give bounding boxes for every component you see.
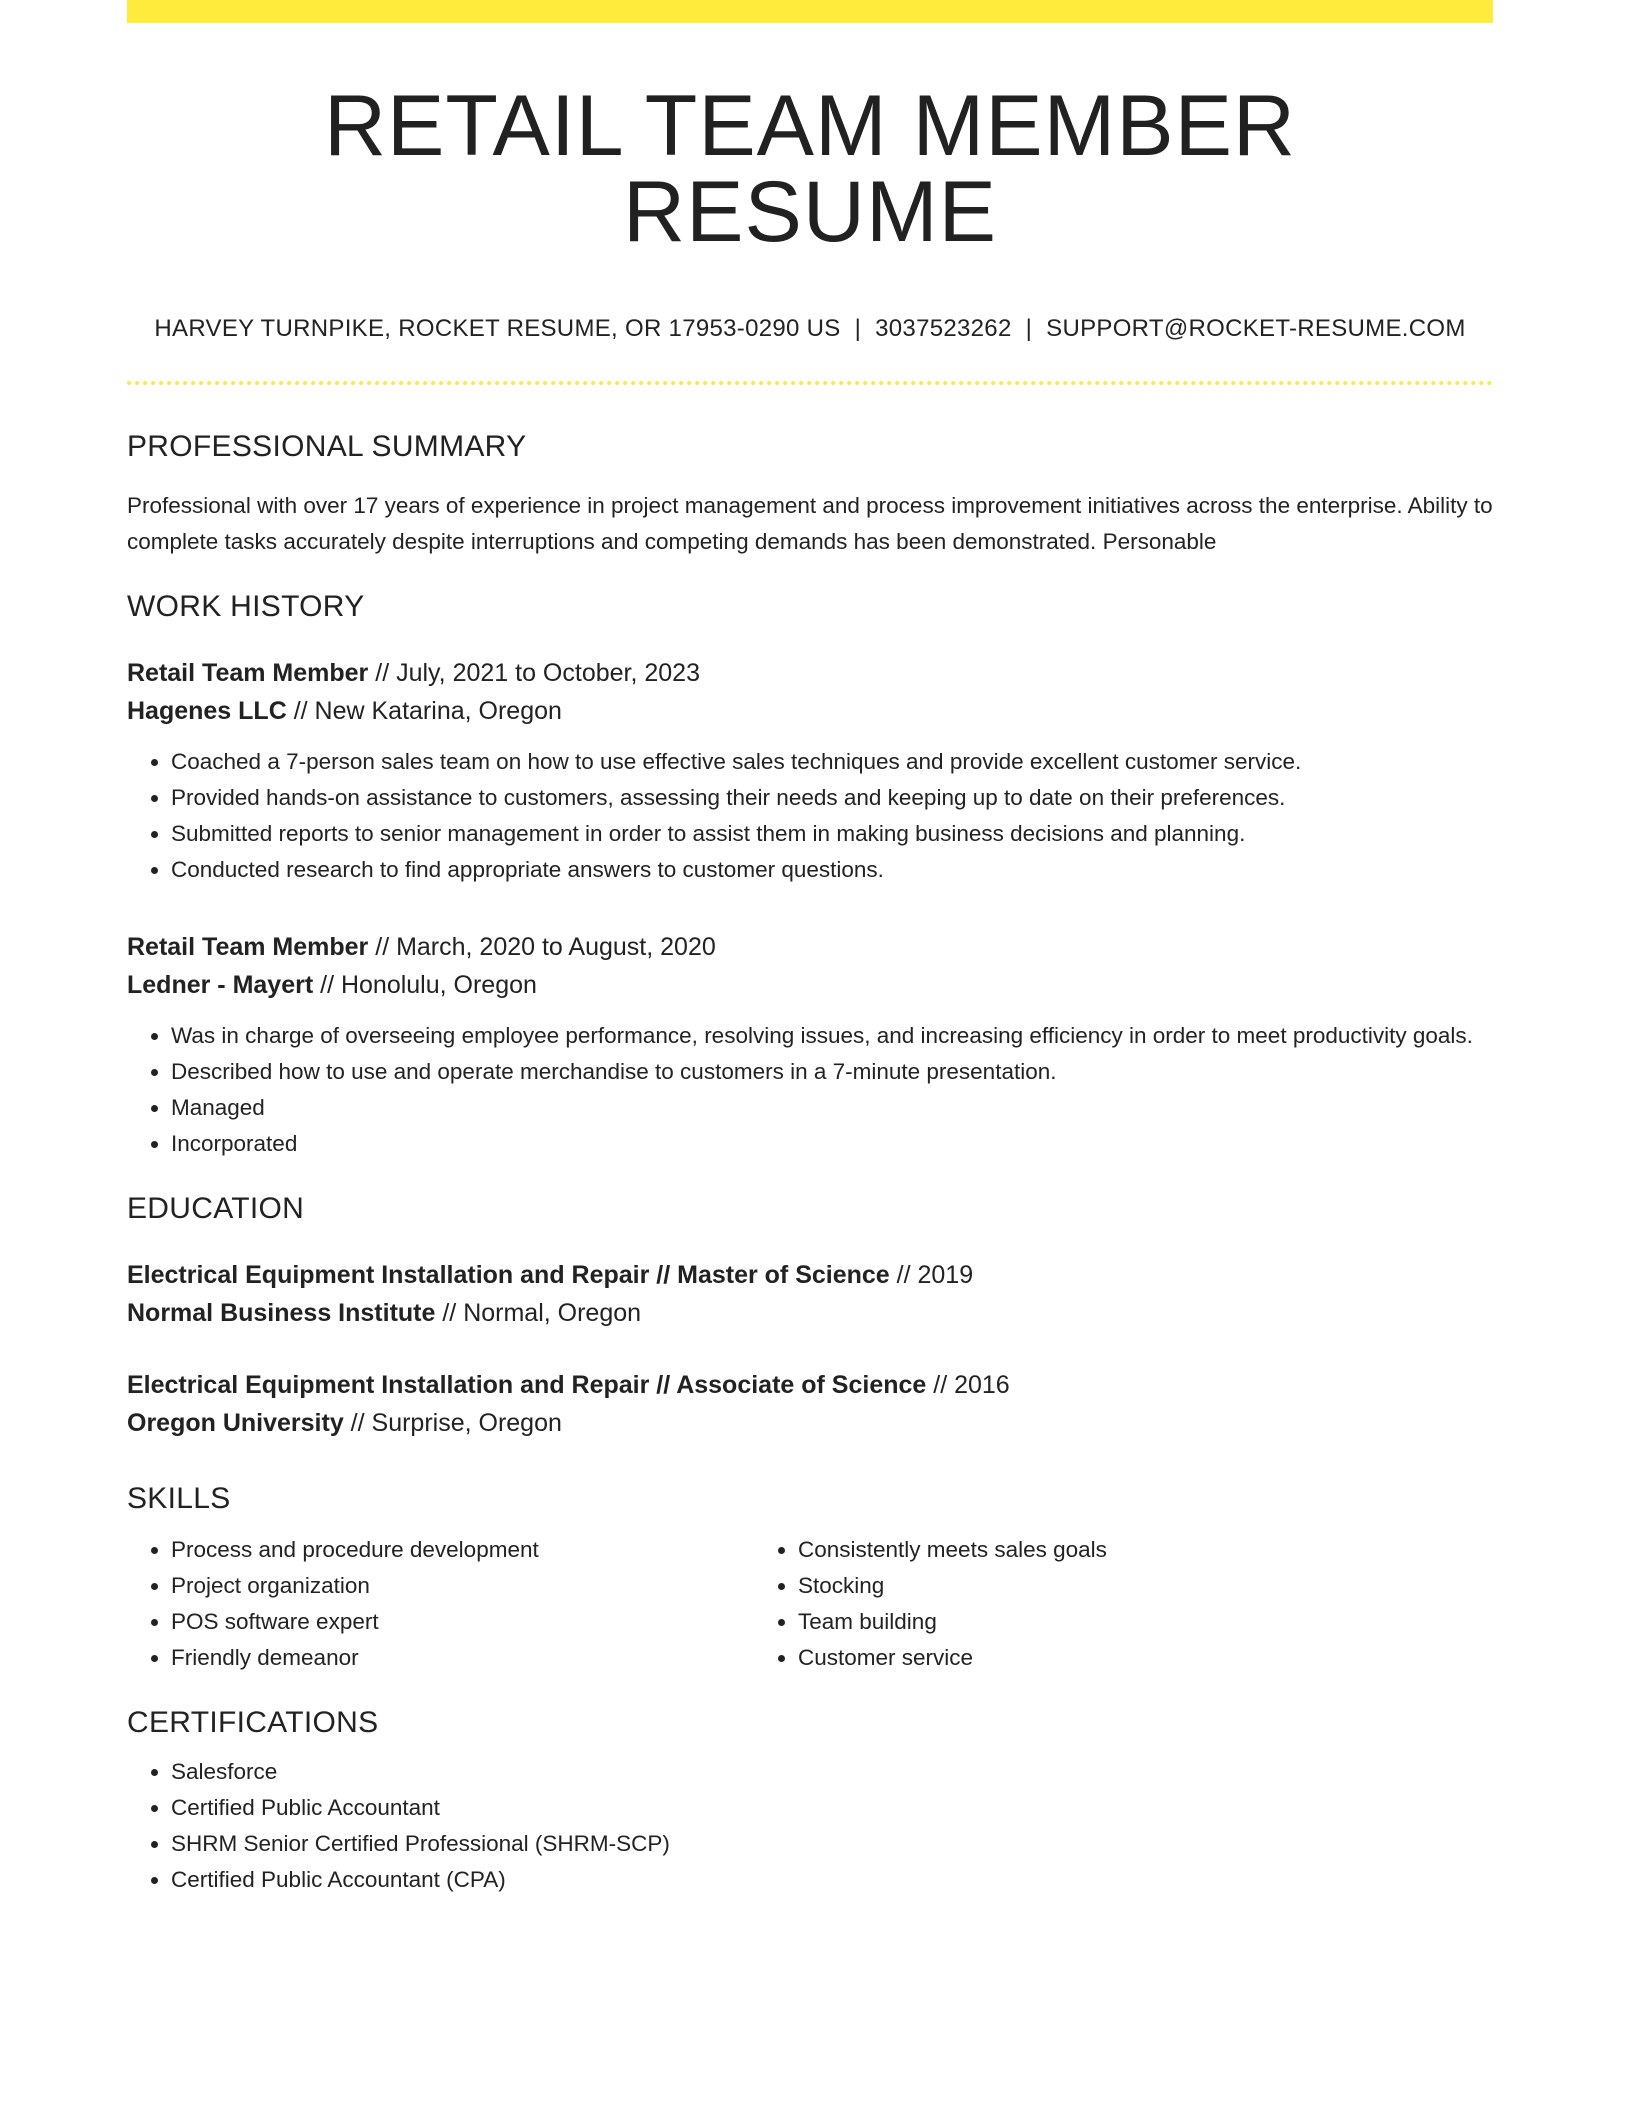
education-school: Normal Business Institute — [127, 1299, 436, 1327]
education-degree: Electrical Equipment Installation and Repair // Master of Science — [127, 1261, 890, 1289]
section-heading-skills: SKILLS — [127, 1482, 231, 1515]
skill-item: • Team building — [798, 1604, 1381, 1640]
contact-separator: | — [854, 315, 862, 342]
skills-list-left — [127, 1532, 754, 1676]
contact-separator: | — [1025, 315, 1033, 342]
job-dates: // March, 2020 to August, 2020 — [368, 933, 716, 961]
education-school-line — [127, 1404, 1493, 1442]
education-year: // 2016 — [926, 1371, 1010, 1399]
job-company: Hagenes LLC — [127, 697, 287, 725]
job-bullet: • Described how to use and operate merchandise to customers in a 7-minute presentation. — [171, 1054, 1493, 1090]
job-title: Retail Team Member — [127, 933, 369, 961]
job-bullet: • Was in charge of overseeing employee performance, resolving issues, and increasing efficiency in order to meet productivity goals. — [171, 1018, 1493, 1054]
skill-item: • Project organization — [171, 1568, 754, 1604]
job-title-line — [127, 928, 1493, 966]
job-title: Retail Team Member — [127, 659, 369, 687]
job-entry — [127, 654, 1493, 888]
skill-item: • Consistently meets sales goals — [798, 1532, 1381, 1568]
resume-title: RETAIL TEAM MEMBER RESUME — [323, 78, 1297, 260]
job-bullet: • Incorporated — [171, 1126, 1493, 1162]
section-heading-education: EDUCATION — [127, 1192, 305, 1225]
section-heading-work-history: WORK HISTORY — [127, 590, 365, 623]
job-dates: // July, 2021 to October, 2023 — [368, 659, 700, 687]
contact-line — [127, 315, 1493, 343]
certification-item: • Certified Public Accountant — [171, 1790, 1493, 1826]
education-year: // 2019 — [889, 1261, 974, 1289]
education-entry — [127, 1256, 1493, 1332]
skills-list-right — [754, 1532, 1381, 1676]
skill-item: • Process and procedure development — [171, 1532, 754, 1568]
job-bullets — [127, 1018, 1493, 1162]
education-degree: Electrical Equipment Installation and Repair // Associate of Science — [127, 1371, 927, 1399]
contact-phone: 3037523262 — [875, 315, 1012, 342]
dotted-divider — [127, 381, 1493, 385]
job-company-line — [127, 692, 1493, 730]
job-bullet: • Conducted research to find appropriate answers to customer questions. — [171, 852, 1493, 888]
skill-item: • Stocking — [798, 1568, 1381, 1604]
education-school-line — [127, 1294, 1493, 1332]
job-location: // New Katarina, Oregon — [286, 697, 562, 725]
education-degree-line — [127, 1256, 1493, 1294]
skill-item: • Customer service — [798, 1640, 1381, 1676]
certifications-list — [127, 1754, 1493, 1898]
education-location: // Surprise, Oregon — [343, 1409, 562, 1437]
education-degree-line — [127, 1366, 1493, 1404]
education-school: Oregon University — [127, 1409, 344, 1437]
top-accent-bar — [127, 0, 1493, 23]
job-bullet: • Managed — [171, 1090, 1493, 1126]
job-location: // Honolulu, Oregon — [313, 971, 537, 999]
job-bullet: • Coached a 7-person sales team on how to use effective sales techniques and provide excellent customer service. — [171, 744, 1493, 780]
summary-text: Professional with over 17 years of experience in project management and process improvement initiatives across the enterprise. Ability to complete tasks accurately despite interruptions and competing demands has been demonstrated. Personable — [127, 493, 1493, 554]
education-location: // Normal, Oregon — [435, 1299, 642, 1327]
certification-item: • SHRM Senior Certified Professional (SHRM-SCP) — [171, 1826, 1493, 1862]
job-bullet: • Submitted reports to senior management in order to assist them in making business decisions and planning. — [171, 816, 1493, 852]
certification-item: • Certified Public Accountant (CPA) — [171, 1862, 1493, 1898]
section-heading-certifications: CERTIFICATIONS — [127, 1706, 379, 1739]
skill-item: • POS software expert — [171, 1604, 754, 1640]
job-title-line — [127, 654, 1493, 692]
contact-email: SUPPORT@ROCKET-RESUME.COM — [1046, 315, 1466, 342]
job-entry — [127, 928, 1493, 1162]
skill-item: • Friendly demeanor — [171, 1640, 754, 1676]
job-bullets — [127, 744, 1493, 888]
job-company: Ledner - Mayert — [127, 971, 314, 999]
certification-item: • Salesforce — [171, 1754, 1493, 1790]
skills-columns — [127, 1532, 1493, 1676]
contact-address: HARVEY TURNPIKE, ROCKET RESUME, OR 17953-0290 US — [154, 315, 841, 342]
resume-page — [127, 0, 1493, 1898]
section-heading-summary: PROFESSIONAL SUMMARY — [127, 430, 527, 463]
job-company-line — [127, 966, 1493, 1004]
job-bullet: • Provided hands-on assistance to customers, assessing their needs and keeping up to date on their preferences. — [171, 780, 1493, 816]
education-entry — [127, 1366, 1493, 1442]
